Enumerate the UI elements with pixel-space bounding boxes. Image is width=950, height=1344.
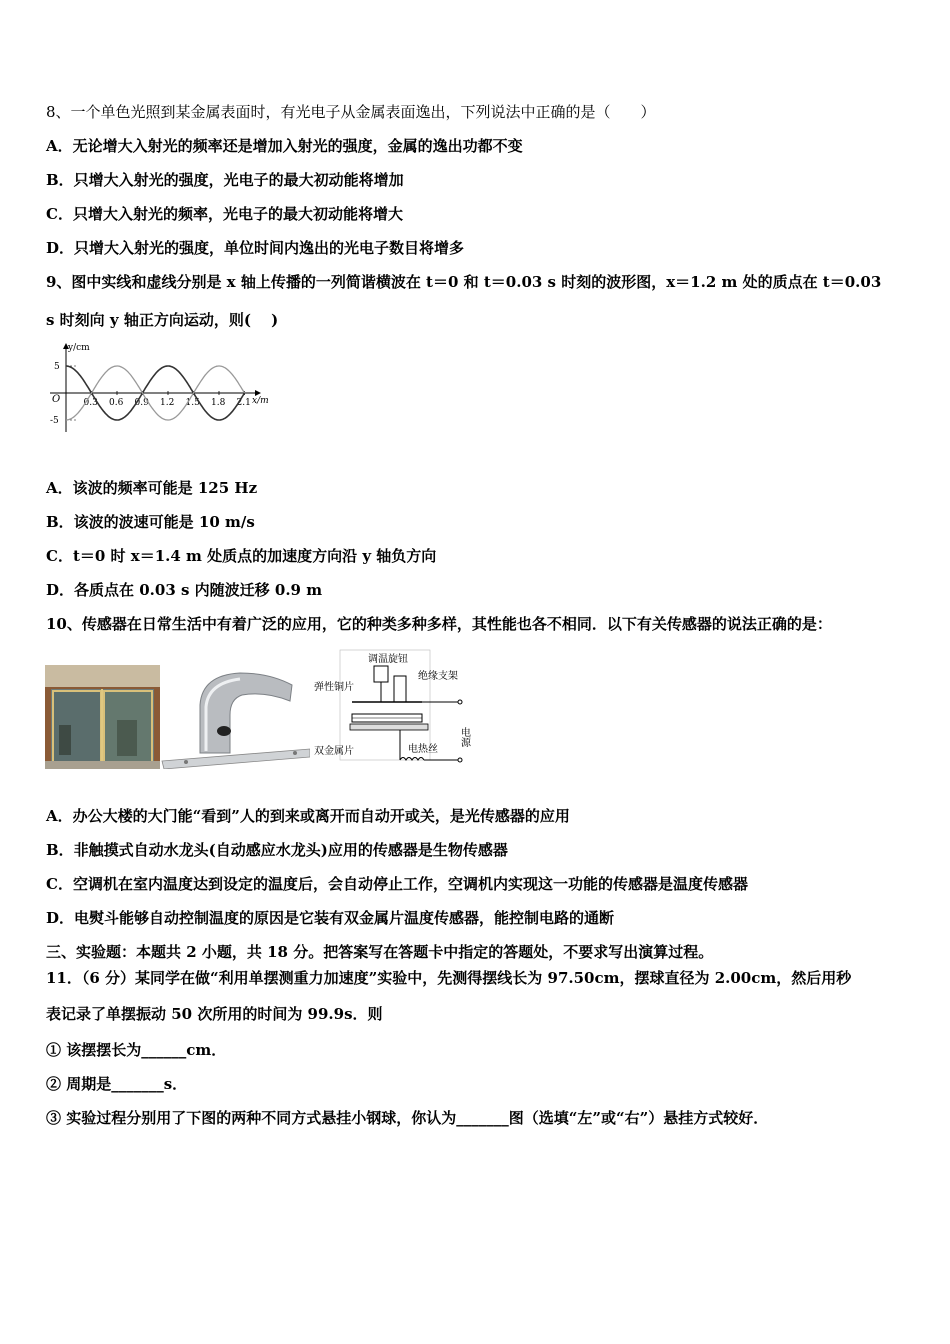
label-spring: 弹性铜片 [314,682,354,693]
q11-part1: ① 该摆摆长为______cm． [46,1041,227,1059]
q10-option-d: D．电熨斗能够自动控制温度的原因是它装有双金属片温度传感器，能控制电路的通断 [46,909,615,927]
x-tick-label: 0.3 [83,398,98,408]
q10-option-b: B．非触摸式自动水龙头(自动感应水龙头)应用的传感器是生物传感器 [46,841,508,859]
section3-heading: 三、实验题：本题共 2 小题，共 18 分。把答案写在答题卡中指定的答题处，不要求写出演算过程。 [46,943,714,961]
q8-option-b: B．只增大入射光的强度，光电子的最大初动能将增加 [46,171,404,189]
q9-wave-figure [46,340,276,435]
q9-option-b: B．该波的波速可能是 10 m/s [46,513,255,531]
office-door-photo [45,665,160,769]
auto-faucet-photo [160,665,310,769]
origin-label: O [52,394,61,405]
q8-option-a: A．无论增大入射光的频率还是增加入射光的强度，金属的逸出功都不变 [46,137,523,155]
q10-option-a: A．办公大楼的大门能“看到”人的到来或离开而自动开或关，是光传感器的应用 [46,807,570,825]
q9-stem-line2: s 时刻向 y 轴正方向运动，则( ) [46,311,279,329]
label-knob: 调温旋钮 [368,654,408,665]
x-tick-label: 1.2 [160,398,175,408]
x-axis-label: x/m [252,396,269,406]
q8-option-c: C．只增大入射光的频率，光电子的最大初动能将增大 [46,205,403,223]
x-tick-label: 0.9 [134,398,149,408]
x-ticks [84,391,251,408]
y-axis-label: y/cm [68,343,90,353]
x-tick-label: 1.8 [211,398,226,408]
thermostat-diagram [310,642,480,772]
q11-stem-line1: 11．（6 分）某同学在做“利用单摆测重力加速度”实验中，先测得摆线长为 97.50cm，摆球直径为 2.00cm，然后用秒 [46,969,852,987]
x-tick-label: 2.1 [236,398,251,408]
q9-option-d: D．各质点在 0.03 s 内随波迁移 0.9 m [46,581,323,599]
q11-part3: ③ 实验过程分别用了下图的两种不同方式悬挂小钢球，你认为_______图（选填“左”或“右”）悬挂方式较好． [46,1109,769,1127]
q10-option-c: C．空调机在室内温度达到设定的温度后，会自动停止工作，空调机内实现这一功能的传感器是温度传感器 [46,875,748,893]
q8-option-d: D．只增大入射光的强度，单位时间内逸出的光电子数目将增多 [46,239,465,257]
wave-graph [46,340,276,435]
y-tick-neg: -5 [50,416,59,426]
q9-option-c: C．t＝0 时 x＝1.4 m 处质点的加速度方向沿 y 轴负方向 [46,547,437,565]
label-power: 电源 [458,727,470,747]
label-bimetal: 双金属片 [314,746,354,757]
label-insulator: 绝缘支架 [418,671,458,682]
q9-stem-line1: 9、图中实线和虚线分别是 x 轴上传播的一列简谐横波在 t＝0 和 t＝0.03 s 时刻的波形图，x＝1.2 m 处的质点在 t＝0.03 [46,273,882,291]
y-tick-pos: 5 [54,362,60,372]
q11-stem-line2: 表记录了单摆振动 50 次所用的时间为 99.9s．则 [46,1005,383,1023]
q9-option-a: A．该波的频率可能是 125 Hz [46,479,258,497]
q10-stem: 10、传感器在日常生活中有着广泛的应用，它的种类多种多样，其性能也各不相同．以下有关传感器的说法正确的是： [46,615,832,633]
x-tick-label: 0.6 [109,398,124,408]
q11-part2: ② 周期是_______s． [46,1075,188,1093]
q8-stem: 8、一个单色光照到某金属表面时，有光电子从金属表面逸出，下列说法中正确的是（ ） [46,103,656,121]
x-tick-label: 1.5 [185,398,200,408]
label-heater: 电热丝 [408,744,438,755]
